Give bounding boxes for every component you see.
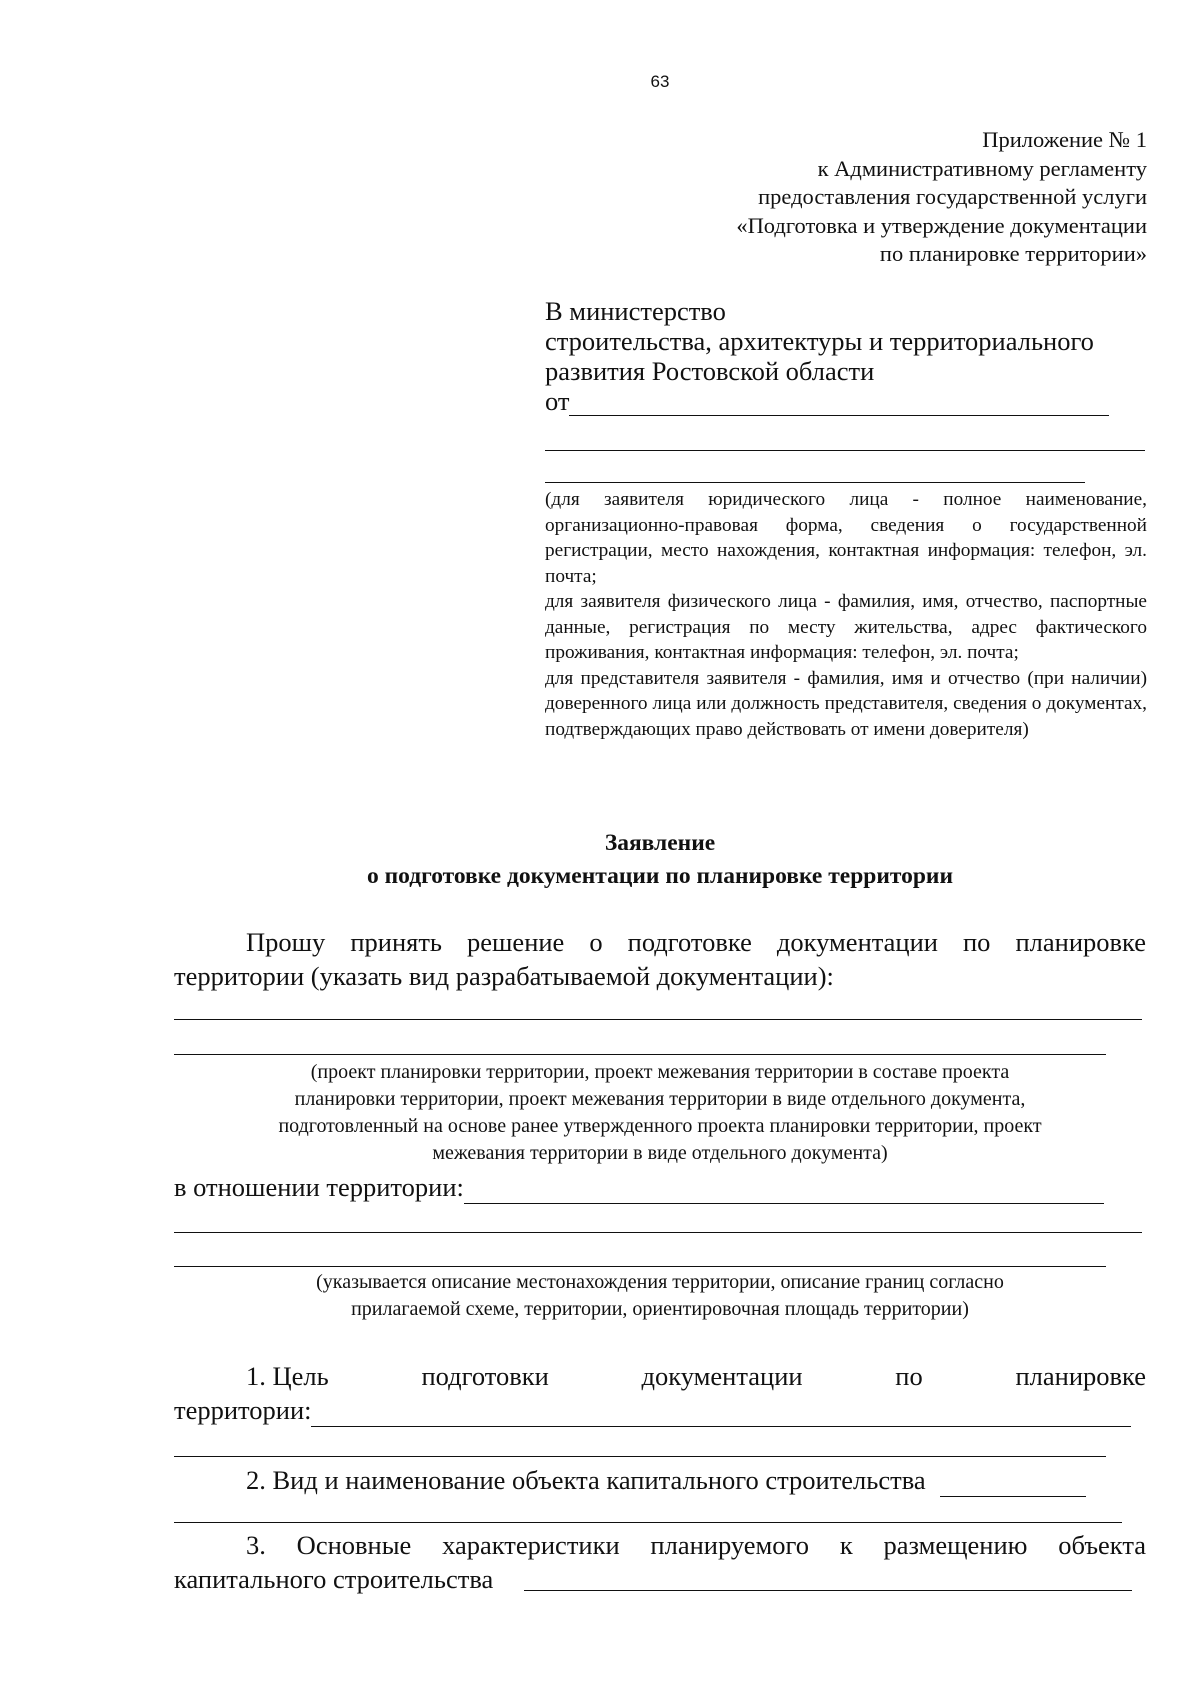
item-1-cont-label: территории: [174, 1395, 312, 1425]
item-2-field[interactable] [940, 1470, 1086, 1497]
territory-field-line[interactable] [174, 1232, 1142, 1233]
item-3-field-line[interactable] [524, 1590, 1132, 1591]
item-3-label: 3. Основные характеристики планируемого к размещению объекта капитального строительства [174, 1530, 1146, 1594]
appendix-line: предоставления государственной услуги [758, 184, 1147, 209]
item-1-word: по [895, 1361, 923, 1391]
from-row [545, 386, 1145, 416]
applicant-field-line[interactable] [545, 450, 1145, 451]
note-line: планировки территории, проект межевания территории в виде отдельного документа, [294, 1088, 1026, 1110]
appendix-line: «Подготовка и утверждение документации [736, 212, 1147, 238]
doc-type-field-line[interactable] [174, 1054, 1106, 1055]
item-1-word: 1. Цель [246, 1361, 329, 1391]
addressee-line: строительства, архитектуры и территориального [545, 326, 1094, 356]
territory-field[interactable] [464, 1177, 1104, 1204]
note-line: (проект планировки территории, проект межевания территории в составе проекта [310, 1061, 1010, 1083]
individual-note: для заявителя физического лица - фамилия, имя, отчество, паспортные данные, регистрация по месту жительства, адрес фактического проживания, контактная информация: телефон, эл. почта; [545, 591, 1147, 663]
from-label: от [545, 386, 570, 416]
territory-row [174, 1170, 1104, 1204]
note-line: (указывается описание местонахождения территории, описание границ согласно [316, 1271, 1004, 1293]
representative-note: для представителя заявителя - фамилия, имя и отчество (при наличии) доверенного лица или должность представителя, сведения о документах, подтверждающих право действовать от имени доверителя) [545, 667, 1147, 740]
addressee-block [545, 296, 1145, 416]
item-1-word: подготовки [421, 1361, 549, 1391]
item-1-field[interactable] [311, 1400, 1131, 1427]
territory-label: в отношении территории: [174, 1172, 464, 1202]
appendix-line: Приложение № 1 [982, 127, 1147, 152]
request-text: Прошу принять решение о подготовке документации по планировке территории (указать вид разрабатываемой документации): [174, 927, 1146, 991]
applicant-field-line[interactable] [545, 482, 1085, 483]
item-1-field-line[interactable] [174, 1456, 1106, 1457]
document-title [150, 827, 1170, 893]
note-line: прилагаемой схеме, территории, ориентировочная площадь территории) [351, 1298, 969, 1320]
applicant-info-note [545, 487, 1147, 742]
appendix-line: по планировке территории» [879, 241, 1147, 266]
note-line: подготовленный на основе ранее утвержденного проекта планировки территории, проект [278, 1115, 1042, 1137]
note-line: межевания территории в виде отдельного документа) [432, 1142, 888, 1164]
request-paragraph [174, 925, 1146, 993]
title-line: о подготовке документации по планировке территории [366, 863, 954, 889]
item-1-continuation [174, 1393, 1131, 1427]
item-1-word: планировке [1015, 1361, 1146, 1391]
title-line: Заявление [604, 830, 716, 856]
applicant-name-field[interactable] [569, 391, 1109, 416]
doc-type-note [174, 1059, 1146, 1167]
addressee-line: развития Ростовской области [545, 356, 875, 386]
territory-note [174, 1269, 1146, 1323]
item-1-word: документации [641, 1361, 803, 1391]
item-1-line [246, 1359, 1146, 1393]
territory-field-line[interactable] [174, 1266, 1106, 1267]
item-3-paragraph [174, 1528, 1146, 1596]
addressee-line: В министерство [545, 296, 726, 326]
appendix-line: к Административному регламенту [817, 155, 1147, 181]
item-2-field-line[interactable] [174, 1522, 1122, 1523]
item-2-label: 2. Вид и наименование объекта капитального строительства [246, 1465, 926, 1495]
item-2-line [246, 1463, 1086, 1497]
doc-type-field-line[interactable] [174, 1019, 1142, 1020]
page-number: 63 [650, 72, 670, 91]
legal-entity-note: (для заявителя юридического лица - полное наименование, организационно-правовая форма, сведения о государственной регистрации, место нахождения, контактная информация: телефон, эл. почта; [545, 489, 1147, 587]
appendix-header [587, 126, 1147, 269]
